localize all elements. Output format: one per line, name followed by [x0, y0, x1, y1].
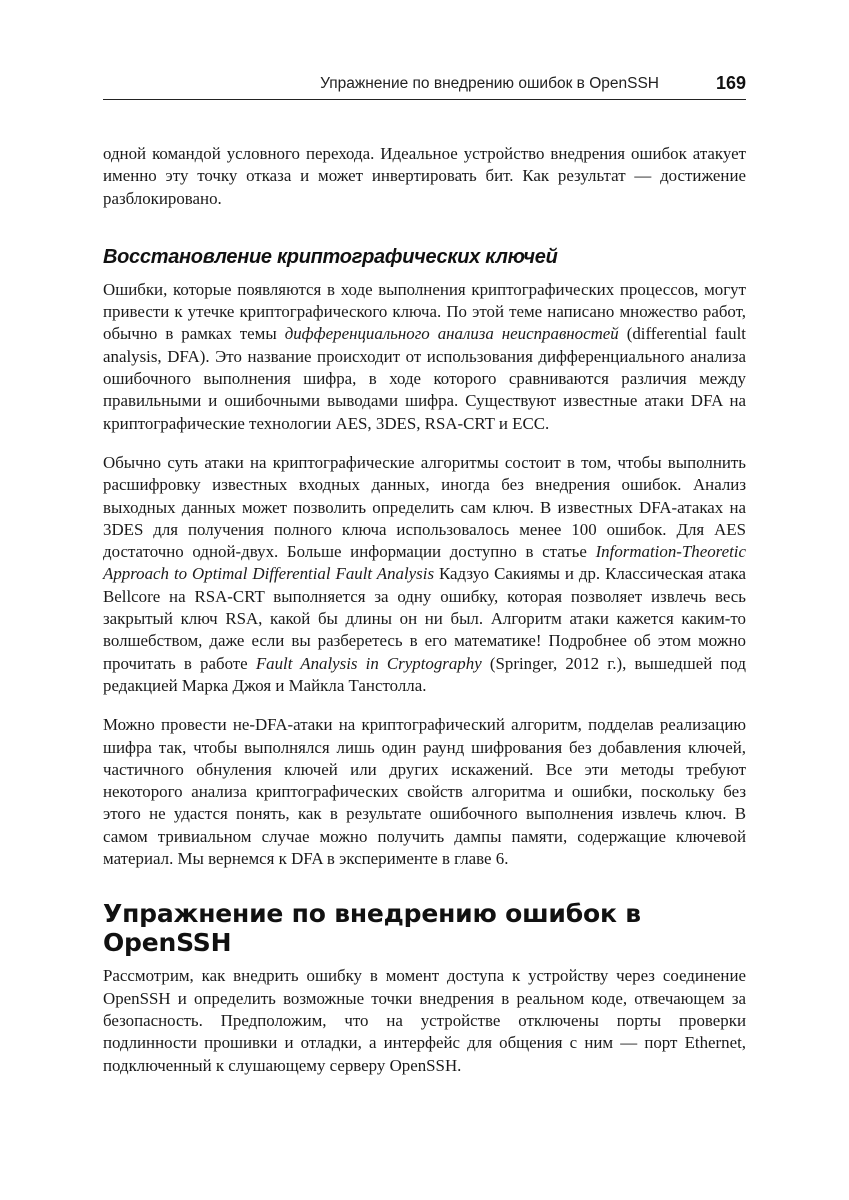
page-body [103, 143, 746, 1094]
running-title: Упражнение по внедрению ошибок в OpenSSH [320, 75, 659, 92]
paragraph-dfa-intro [103, 279, 746, 435]
page-number: 169 [715, 73, 746, 93]
citation-title: Fault Analysis in Cryptography [255, 653, 482, 673]
section-heading-openssh: Упражнение по внедрению ошибок в OpenSSH [103, 899, 641, 958]
text-run: Обычно суть атаки на криптографические алгоритмы состоит в том, чтобы выполнить расшифровку известных входных данных, иногда без внедрения ошибок. Анализ выходных данных может позволить определить сам ключ. В известных DFA-атаках на 3DES для получения полного ключа использовалось менее 100 ошибок. Для AES достаточно одной-двух. Больше информации доступно в статье [103, 452, 746, 562]
term-dfa: дифференциального анализа неисправностей [284, 324, 619, 344]
section-heading-key-recovery: Восстановление криптографических ключей [103, 245, 558, 268]
paragraph-openssh: Рассмотрим, как внедрить ошибку в момент доступа к устройству через соединение OpenSSH и определить возможные точки внедрения в реальном коде, отвечающем за безопасность. Предположим, что на устройстве отключены порты проверки подлинности прошивки и отладки, а интерфейс для общения с ним — порт Ethernet, подключенный к слушающему серверу OpenSSH. [103, 966, 746, 1075]
running-header [103, 73, 746, 100]
text-run: Кадзуо Сакиямы и др. Классическая атака Bellcore на RSA-CRT выполняется за одну ошибку, которая позволяет извлечь весь закрытый ключ RSA, какой бы длины он ни был. Алгоритм атаки кажется каким-то волшебством, даже если вы разберетесь в его математике! Подробнее об этом можно прочитать в работе [103, 564, 746, 673]
paragraph-dfa-attacks [103, 452, 746, 697]
text-run: (differential fault analysis, DFA). Это название происходит от использования дифференциального анализа ошибочного выполнения шифра, в ходе которого сравниваются различия между правильными и ошибочными выводами шифра. Существуют известные атаки DFA на криптографические технологии AES, 3DES, RSA-CRT и ECC. [103, 324, 747, 433]
paragraph-non-dfa: Можно провести не-DFA-атаки на криптографический алгоритм, подделав реализацию шифра так, чтобы выполнялся лишь один раунд шифрования без добавления ключей, частичного обнуления ключей или других искажений. Все эти методы требуют некоторого анализа криптографических свойств алгоритма и ошибки, поскольку без этого не удастся понять, как в результате ошибочного выполнения извлечь ключ. В самом тривиальном случае можно получить дампы памяти, содержащие ключевой материал. Мы вернемся к DFA в эксперименте в главе 6. [103, 715, 746, 869]
intro-paragraph: одной командой условного перехода. Идеальное устройство внедрения ошибок атакует именно эту точку отказа и может инвертировать бит. Как результат — достижение разблокировано. [103, 144, 746, 208]
citation-title: Information-Theoretic Approach to Optimal Differential Fault Analysis [103, 542, 746, 584]
text-run: Ошибки, которые появляются в ходе выполнения криптографических процессов, могут привести к утечке криптографического ключа. По этой теме написано множество работ, обычно в рамках темы [103, 279, 746, 344]
text-run: (Springer, 2012 г.), вышедшей под редакцией Марка Джоя и Майкла Танстолла. [103, 653, 746, 695]
